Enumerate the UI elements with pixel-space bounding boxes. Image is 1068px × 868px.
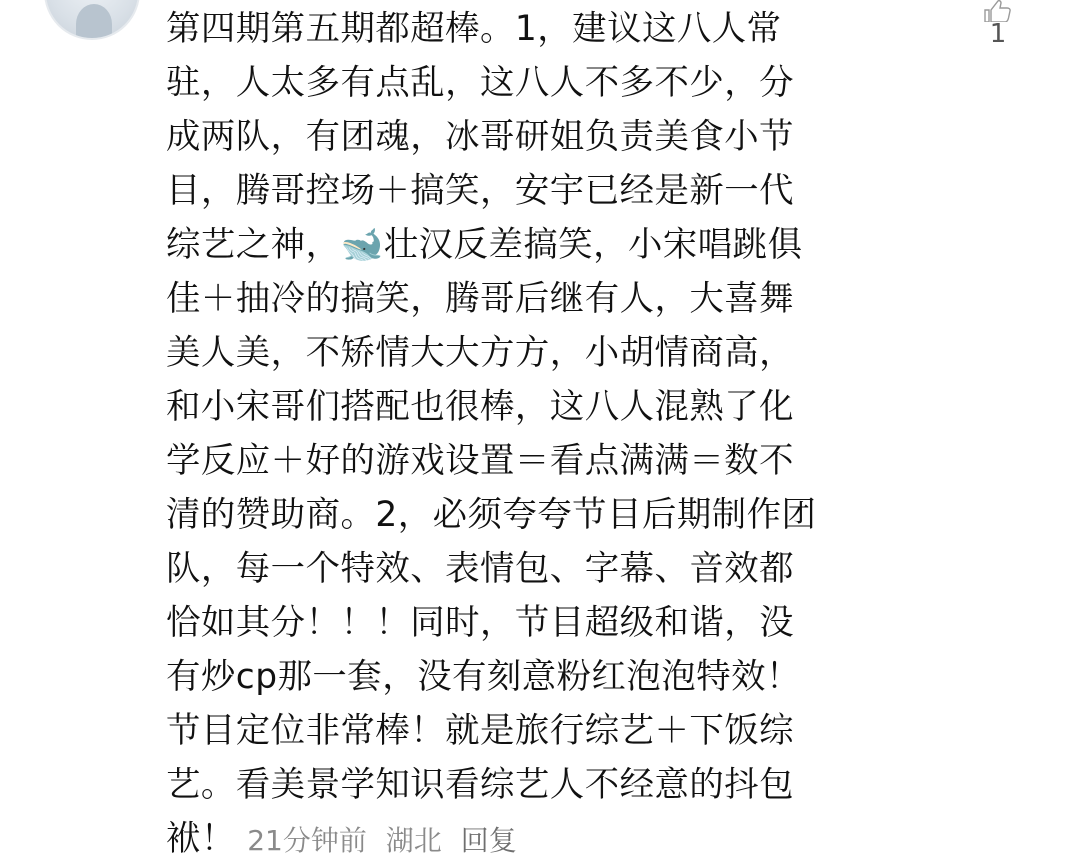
comment-line: 节目定位非常棒！就是旅行综艺＋下饭综 — [166, 711, 795, 751]
comment-line: 清的赞助商。2，必须夸夸节目后期制作团 — [166, 495, 817, 535]
comment-line: 驻，人太多有点乱，这八人不多不少，分 — [166, 63, 795, 103]
comment-line: 成两队，有团魂，冰哥研姐负责美食小节 — [166, 117, 795, 157]
comment-line: 目，腾哥控场＋搞笑，安宇已经是新一代 — [166, 171, 795, 211]
comment-line: 队，每一个特效、表情包、字幕、音效都 — [166, 549, 795, 589]
like-button[interactable] — [978, 0, 1018, 48]
comment-time: 21分钟前 — [247, 824, 367, 857]
comment-line: 美人美，不矫情大大方方，小胡情商高， — [166, 333, 795, 373]
comment-meta — [247, 824, 526, 857]
comment-line: 综艺之神，🐋壮汉反差搞笑，小宋唱跳俱 — [166, 225, 803, 265]
comment-text — [166, 2, 906, 866]
comment-last-line — [166, 812, 906, 866]
comment-line: 和小宋哥们搭配也很棒，这八人混熟了化 — [166, 387, 795, 427]
comment-line: 佳＋抽冷的搞笑，腾哥后继有人，大喜舞 — [166, 279, 795, 319]
comment-location: 湖北 — [385, 824, 442, 857]
comment-line: 有炒cp那一套，没有刻意粉红泡泡特效！ — [166, 657, 801, 697]
comment-line: 第四期第五期都超棒。1，建议这八人常 — [166, 9, 782, 49]
like-count: 1 — [989, 19, 1007, 49]
comment-line-text: 袱！ — [166, 819, 236, 859]
comment-line: 学反应＋好的游戏设置＝看点满满＝数不 — [166, 441, 795, 481]
comment-line: 恰如其分！！！同时，节目超级和谐，没 — [166, 603, 795, 643]
reply-button[interactable]: 回复 — [460, 824, 517, 857]
avatar[interactable] — [44, 0, 140, 40]
comment-line: 艺。看美景学知识看综艺人不经意的抖包 — [166, 765, 795, 805]
